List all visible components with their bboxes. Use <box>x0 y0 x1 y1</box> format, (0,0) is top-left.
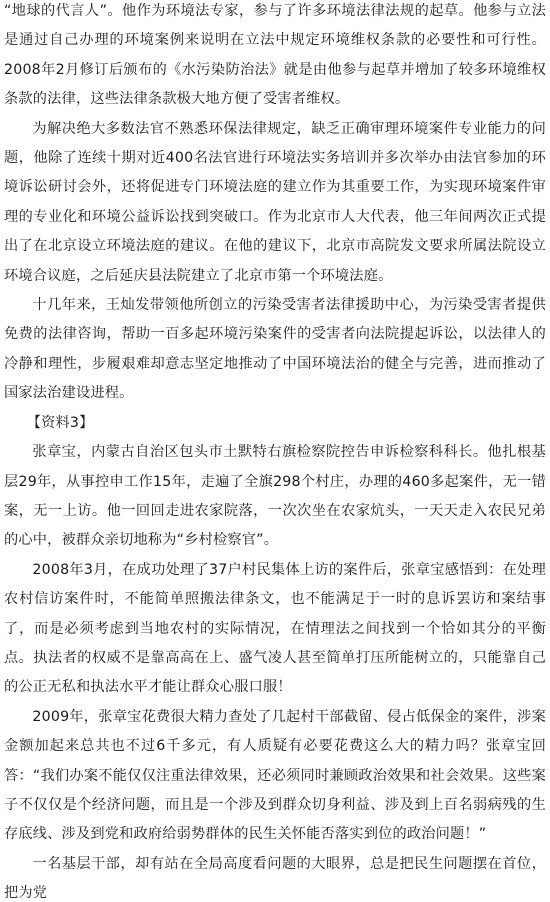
paragraph-zhang-intro: 张章宝，内蒙古自治区包头市土默特右旗检察院控告申诉检察科科长。他扎根基层29年，从事控申工作15年，走遍了全旗298个村庄，办理的460多起案件，无一错案，无一上访。他一回回走进农家院落，一次次坐在农家炕头，一天天走入农民兄弟的心中，被群众亲切地称为“乡村检察官”。 <box>4 444 546 549</box>
paragraph-2009: 2009年，张章宝花费很大精力查处了几起村干部截留、侵占低保金的案件，涉案金额加起来总共也不过6千多元，有人质疑有必要花费这么大的精力吗？张章宝回答：“我们办案不能仅仅注重法律效果，还必须同时兼顾政治效果和社会效果。这些案子不仅仅是个经济问题，而且是一个涉及到群众切身利益、涉及到上百名弱病残的生存底线、涉及到党和政府给弱势群体的民生关怀能否落实到位的政治问题！” <box>4 708 546 843</box>
paragraph-2008: 2008年3月，在成功处理了37户村民集体上访的案件后，张章宝感悟到：在处理农村信访案件时，不能简单照搬法律条文，也不能满足于一时的息诉罢访和案结事了，而是必须考虑到当地农村的实际情况，在情理法之间找到一个恰如其分的平衡点。执法者的权威不是靠高高在上、盛气凌人甚至简单打压所能树立的，只能靠自己的公正无私和执法水平才能让群众心服口服！ <box>4 561 546 696</box>
section-label-material-3: 【资料3】 <box>26 414 94 431</box>
paragraph-legal-aid-center: 十几年来，王灿发带领他所创立的污染受害者法律援助中心，为污染受害者提供免费的法律咨询，帮助一百多起环境污染案件的受害者向法院提起诉讼，以法律人的冷静和理性，步履艰难却意志坚定地推动了中国环境法治的健全与完善，进而推动了国家法治建设进程。 <box>4 297 546 402</box>
paragraph-continuation: “地球的代言人”。他作为环境法专家，参与了许多环境法律法规的起草。他参与立法是通过自己办理的环境案例来说明在立法中规定环境维权条款的必要性和可行性。2008年2月修订后颁布的《水污染防治法》就是由他参与起草并增加了较多环境维权条款的法律，这些法律条款极大地方便了受害者维权。 <box>4 3 546 108</box>
paragraph-judges-training: 为解决绝大多数法官不熟悉环保法律规定，缺乏正确审理环境案件专业能力的问题，他除了连续十期对近400名法官进行环境法实务培训并多次举办由法官参加的环境诉讼研讨会外，还将促进专门环境法庭的建立作为其重要工作，为实现环境案件审理的专业化和环境公益诉讼找到突破口。作为北京市人大代表，他三年间两次正式提出了在北京设立环境法庭的建议。在他的建议下，北京市高院发文要求所属法院设立环境合议庭，之后延庆县法院建立了北京市第一个环境法庭。 <box>4 120 546 284</box>
paragraph-grassroots-cadre: 一名基层干部，却有站在全局高度看问题的大眼界，总是把民生问题摆在首位，把为党 <box>4 855 546 902</box>
